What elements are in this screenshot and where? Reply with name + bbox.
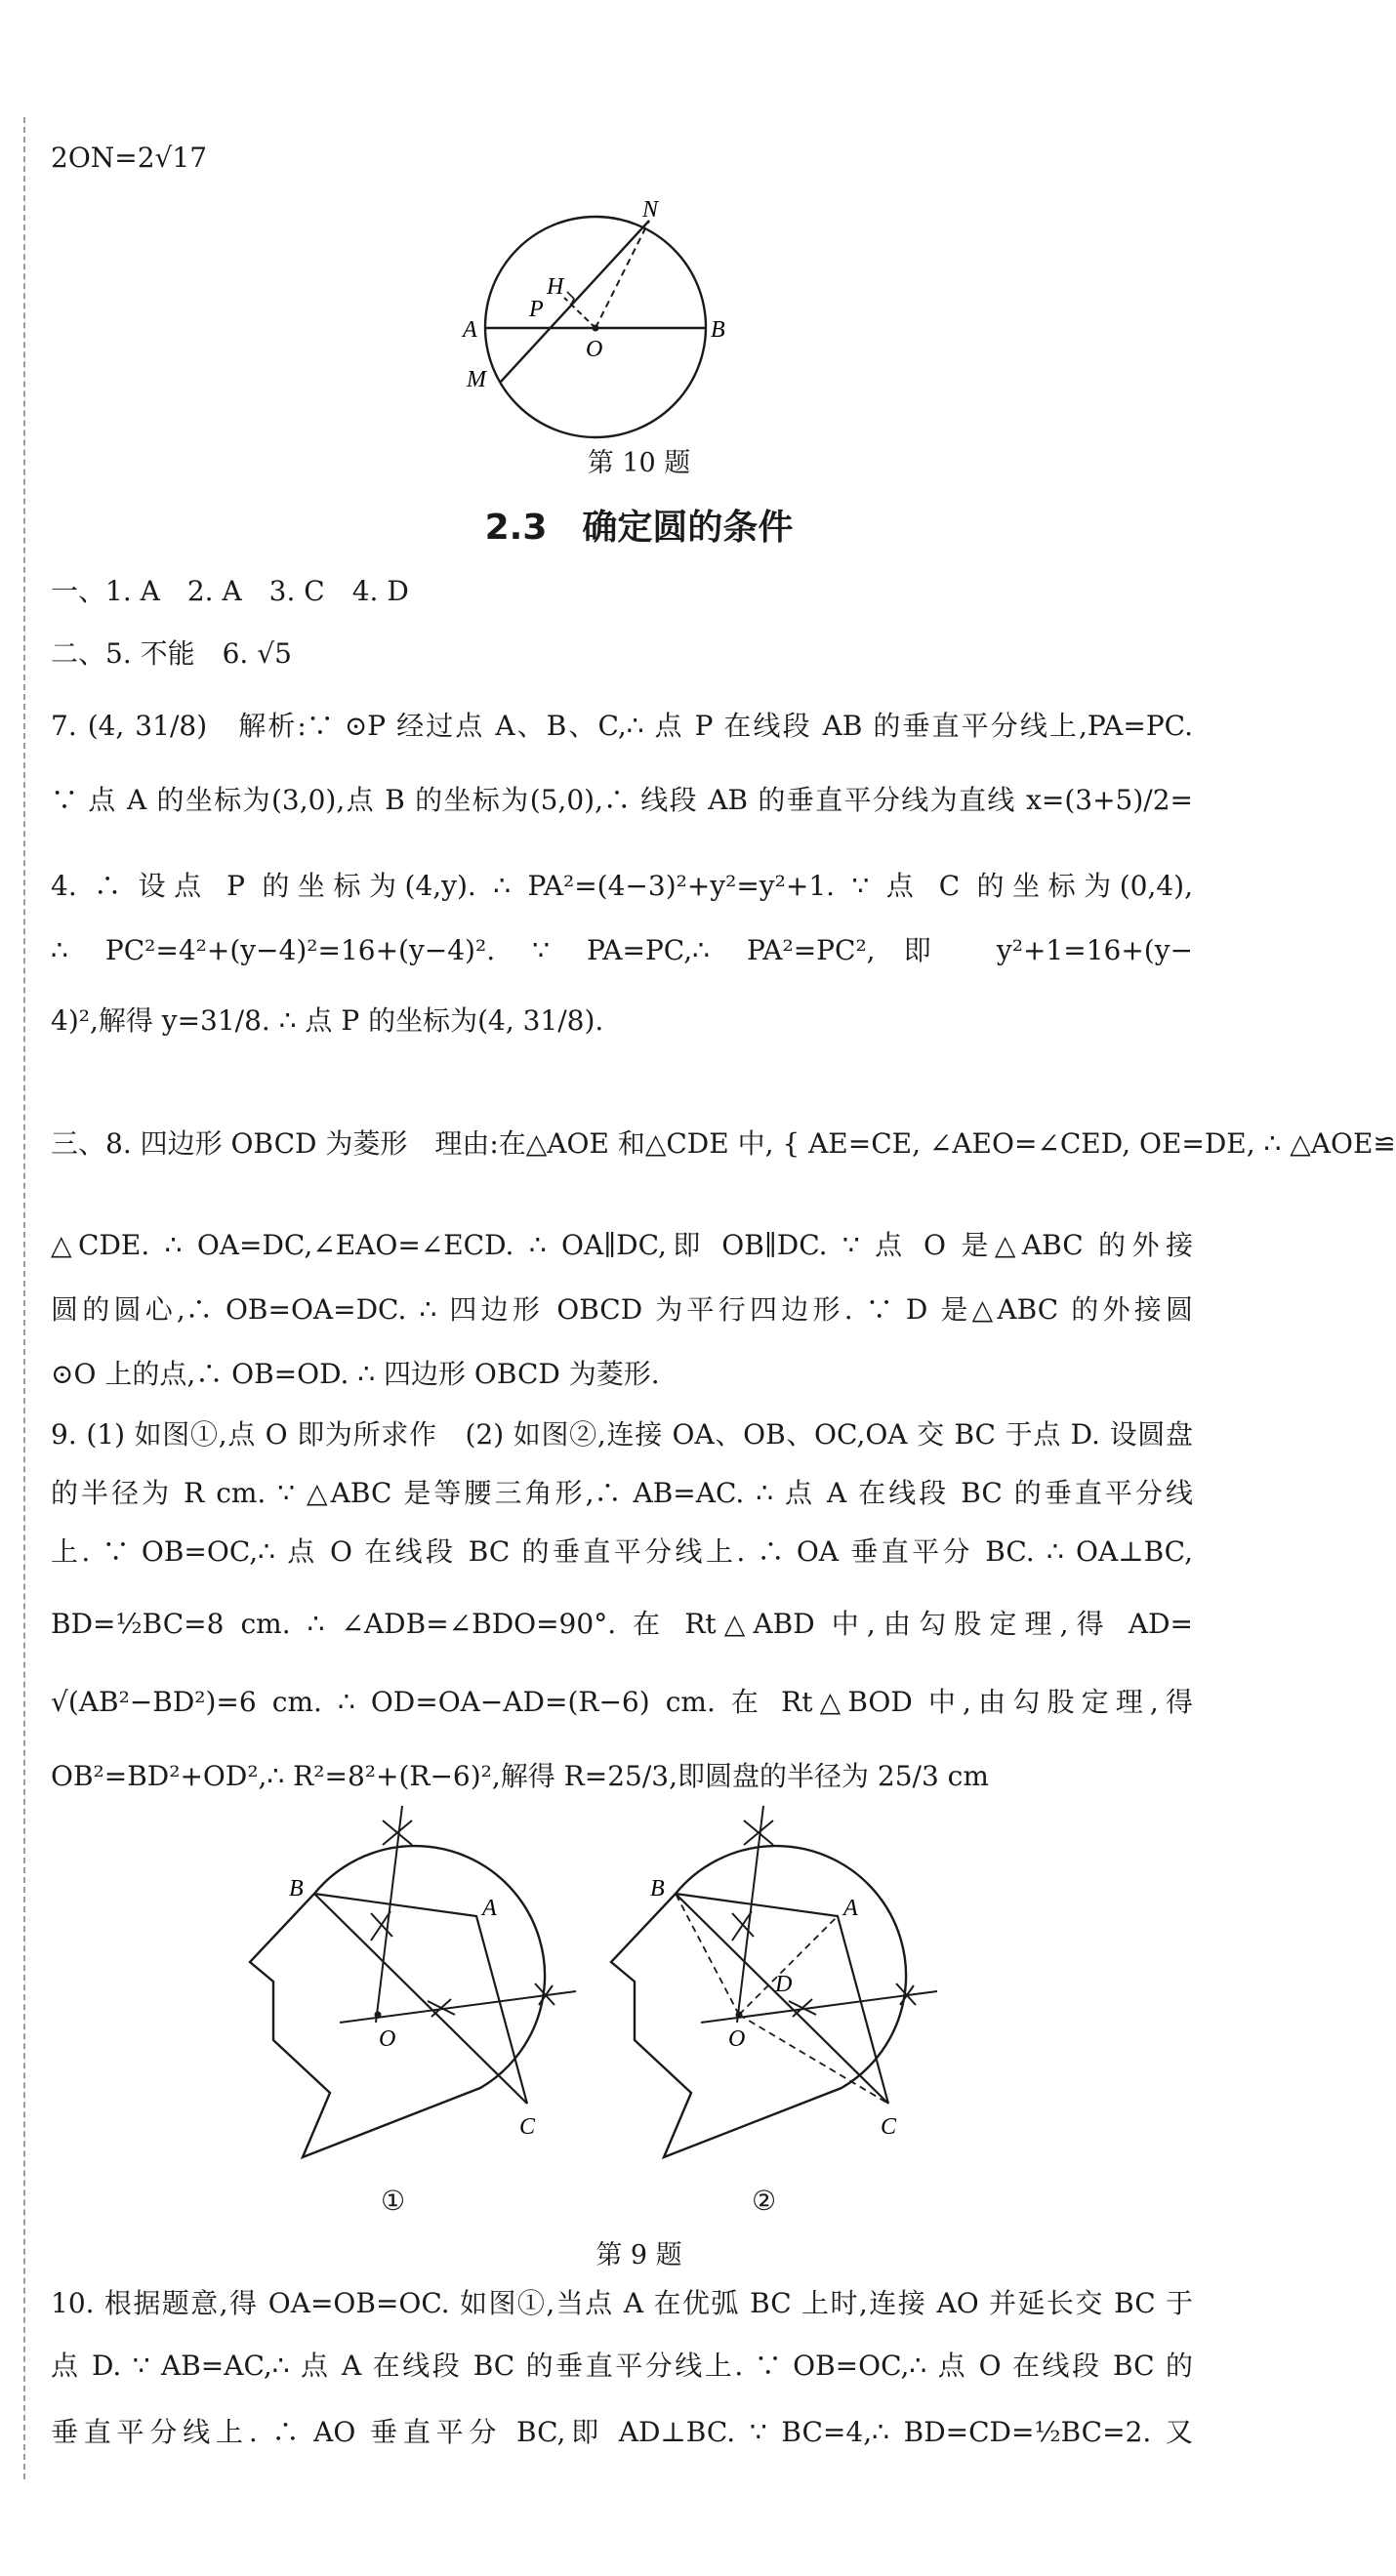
fig10-label-A: A (463, 317, 477, 343)
fig9-1-label-C: C (519, 2114, 536, 2140)
answer-8-line-2: △CDE. ∴ OA=DC,∠EAO=∠ECD. ∴ OA∥DC,即 OB∥DC. ∵ 点 O 是△ABC 的外接 (51, 1229, 1193, 1261)
answer-10-line-2: 点 D. ∵ AB=AC,∴ 点 A 在线段 BC 的垂直平分线上. ∵ OB=OC,∴ 点 O 在线段 BC 的 (51, 2350, 1193, 2382)
figure-9-sub-1: ① (381, 2185, 406, 2217)
fig10-label-N: N (642, 197, 659, 223)
answer-9-line-3: 上. ∵ OB=OC,∴ 点 O 在线段 BC 的垂直平分线上. ∴ OA 垂直平分 BC. ∴ OA⊥BC, (51, 1535, 1193, 1568)
fig9-2-label-O: O (728, 2026, 746, 2052)
answer-7-line-2: ∵ 点 A 的坐标为(3,0),点 B 的坐标为(5,0),∴ 线段 AB 的垂直平分线为直线 x=(3+5)/2= (51, 784, 1193, 816)
answer-part-2: 二、5. 不能 6. √5 (51, 637, 292, 670)
fig10-label-O: O (586, 337, 603, 362)
answer-8-line-1: 三、8. 四边形 OBCD 为菱形 理由:在△AOE 和△CDE 中, { AE=CE, ∠AEO=∠CED, OE=DE, ∴ △AOE≌ (51, 1127, 1396, 1160)
answer-8-line-4: ⊙O 上的点,∴ OB=OD. ∴ 四边形 OBCD 为菱形. (51, 1358, 660, 1390)
figure-9-sub-2: ② (752, 2185, 777, 2217)
fig10-label-H: H (547, 274, 564, 300)
answer-9-line-5: √(AB²−BD²)=6 cm. ∴ OD=OA−AD=(R−6) cm. 在 Rt△BOD 中,由勾股定理,得 (51, 1686, 1193, 1718)
figure-10-caption: 第 10 题 (587, 448, 691, 478)
answer-part-1: 一、1. A 2. A 3. C 4. D (51, 575, 409, 607)
section-title: 2.3 确定圆的条件 (484, 508, 794, 548)
fig9-2-label-C: C (881, 2114, 897, 2140)
answer-9-line-4: BD=½BC=8 cm. ∴ ∠ADB=∠BDO=90°. 在 Rt△ABD 中,由勾股定理,得 AD= (51, 1608, 1193, 1640)
figure-9-1 (234, 1806, 605, 2196)
answer-9-line-2: 的半径为 R cm. ∵ △ABC 是等腰三角形,∴ AB=AC. ∴ 点 A 在线段 BC 的垂直平分线 (51, 1477, 1193, 1509)
fig9-1-label-B: B (289, 1876, 304, 1901)
fig9-1-label-O: O (379, 2026, 396, 2052)
fig9-2-label-A: A (843, 1896, 858, 1921)
fig10-label-B: B (711, 317, 725, 343)
fig9-1-label-A: A (482, 1896, 497, 1921)
answer-9-line-6: OB²=BD²+OD²,∴ R²=8²+(R−6)²,解得 R=25/3,即圆盘的半径为 25/3 cm (51, 1760, 989, 1792)
fig9-2-label-B: B (650, 1876, 665, 1901)
answer-10-line-3: 垂直平分线上. ∴ AO 垂直平分 BC,即 AD⊥BC. ∵ BC=4,∴ BD=CD=½BC=2. 又 (51, 2416, 1193, 2448)
answer-7-line-5: 4)²,解得 y=31/8. ∴ 点 P 的坐标为(4, 31/8). (51, 1004, 604, 1037)
fig9-2-label-D: D (775, 1972, 793, 1997)
fig10-label-M: M (467, 367, 486, 392)
figure-9-caption: 第 9 题 (595, 2240, 682, 2270)
fig10-label-P: P (529, 297, 544, 322)
figure-9-2 (595, 1806, 966, 2196)
top-line: 2ON=2√17 (51, 142, 208, 174)
answer-7-line-1: 7. (4, 31/8) 解析:∵ ⊙P 经过点 A、B、C,∴ 点 P 在线段 AB 的垂直平分线上,PA=PC. (51, 710, 1193, 742)
answer-7-line-3: 4. ∴ 设点 P 的坐标为(4,y). ∴ PA²=(4−3)²+y²=y²+1. ∵ 点 C 的坐标为(0,4), (51, 870, 1193, 902)
answer-8-line-3: 圆的圆心,∴ OB=OA=DC. ∴ 四边形 OBCD 为平行四边形. ∵ D 是△ABC 的外接圆 (51, 1293, 1193, 1326)
answer-10-line-1: 10. 根据题意,得 OA=OB=OC. 如图①,当点 A 在优弧 BC 上时,连接 AO 并延长交 BC 于 (51, 2287, 1193, 2319)
answer-9-line-1: 9. (1) 如图①,点 O 即为所求作 (2) 如图②,连接 OA、OB、OC,OA 交 BC 于点 D. 设圆盘 (51, 1418, 1193, 1451)
figure-10-circle (449, 195, 742, 449)
answer-7-line-4: ∴ PC²=4²+(y−4)²=16+(y−4)². ∵ PA=PC,∴ PA²=PC²,即 y²+1=16+(y− (51, 934, 1193, 966)
